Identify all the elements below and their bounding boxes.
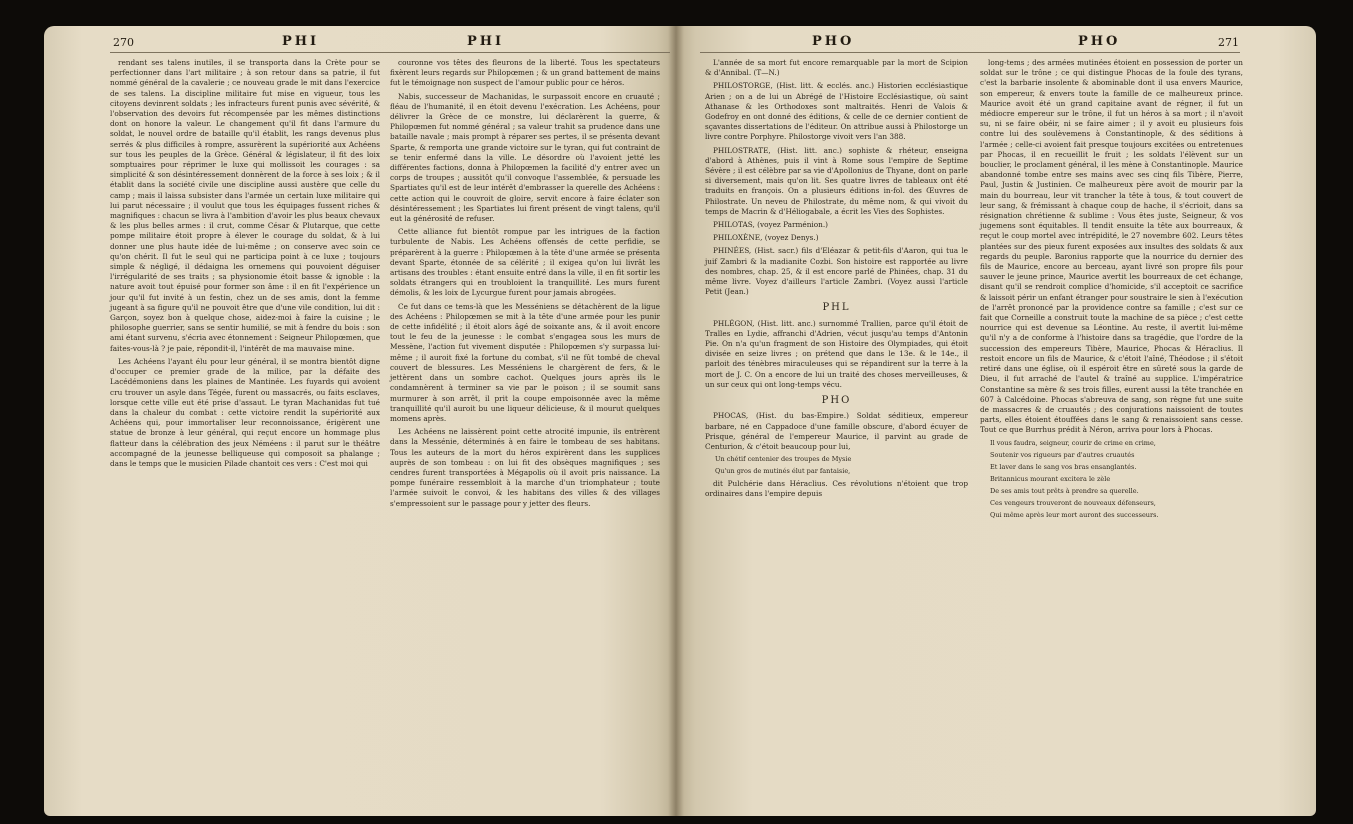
paragraph: Les Achéens ne laissèrent point cette atrocité impunie, ils entrèrent dans la Messénie, déterminés à en faire le tombeau de ses habitans. Tous les auteurs de la mort du héros expirèrent dans les supplices auprès de son tombeau : on lui fit des obsèques magnifiques ; ses cendres furent transportées à Mégapolis où il avoit pris naissance. La pompe funéraire ressembloit à la marche d'un triomphateur ; toute l'armée suivoit le convoi, & les habitans des villes & des villages s'empressoient sur le passage pour y jetter des fleurs. [390,427,660,508]
verse-line: Un chétif centenier des troupes de Mysie [715,455,852,464]
right-page-number: 271 [1218,36,1239,49]
paragraph: Les Achéens l'ayant élu pour leur général, il se montra bientôt digne d'occuper ce premier grade de la milice, par la défaite des Lacédémoniens dans les plaines de Mantinée. Les fuyards qui avoient cru trouver un asyle dans Tégée, furent ou massacrés, ou faits esclaves, lorsque cette ville eut été prise d'assaut. Le tyran Machanidas fut tué dans la chaleur du combat : cette victoire rendit la supériorité aux Achéens qui, pour immortaliser leur reconnoissance, érigèrent une statue de bronze à leur général, qui reçut encore un hommage plus flatteur dans la célébration des jeux Néméens : il parut sur le théâtre accompagné de la jeunesse belliqueuse qui composoit sa phalange ; dans le temps que le musicien Pilade chantoit ces vers : C'est moi qui [110,356,380,468]
left-column-2 [390,58,660,512]
left-header-rule [110,52,670,53]
paragraph: Cette alliance fut bientôt rompue par les intrigues de la faction turbulente de Nabis. Les Achéens offensés de cette perfidie, se préparèrent à la guerre : Philopœmen à la tête d'une armée se présenta devant Sparte, étonnée de sa célérité ; il exigea qu'on lui livrât les artisans des troubles : étant ensuite entré dans la ville, il en fit sortir les soldats étrangers qui en troubloient la tranquillité. Les murs furent démolis, & les loix de Lycurgue furent pour jamais abrogées. [390,227,660,298]
paragraph: PHILOSTRATE, (Hist. litt. anc.) sophiste & rhéteur, enseigna d'abord à Athènes, puis il vint à Rome sous l'empire de Septime Sévère ; il est célèbre par sa vie d'Apollonius de Thyane, dont on parle si diversement, mais qu'on lit. Ses quatre livres de tableaux ont été traduits en françois. On a plusieurs éditions in-fol. des Œuvres de Philostrate. Un neveu de Philostrate, du même nom, & qui vivoit du temps de Macrin & d'Héliogabale, a écrit les Vies des Sophistes. [705,145,968,216]
right-column-2 [980,58,1243,523]
section-heading: PHL [822,302,851,314]
paragraph: dit Pulchérie dans Héraclius. Ces révolutions n'étoient que trop ordinaires dans l'empire depuis [705,479,968,499]
paragraph: PHINÉES, (Hist. sacr.) fils d'Eléazar & petit-fils d'Aaron, qui tua le juif Zambri & la madianite Cozbi. Son histoire est rapportée au livre des nombres, chap. 25, & il est encore parlé de Phinées, chap. 31 du même livre. Voyez d'ailleurs l'article Zambri. (Voyez aussi l'article Petit (Jean.) [705,246,968,297]
paragraph: long-tems ; des armées mutinées étoient en possession de porter un soldat sur le trône ; ce qui distingue Phocas de la foule des tyrans, c'est la barbarie insolente & abominable dont il usa envers Maurice, son empereur, & envers toute la famille de ce malheureux prince. Maurice avoit été un grand capitaine avant de régner, il fut un médiocre empereur sur le trône, il fut un héros à sa mort ; il n'avoit su, ni se faire obéir, ni se faire aimer ; il y avoit eu plusieurs fois contre lui des soulèvemens à Constantinople, & des séditions à l'armée ; celle-ci avoient fait presque toujours excitées ou entretenues par Phocas, il en recueillit le fruit ; les soldats l'élèvent sur un bouclier, le proclament général, il les mène à Constantinople. Maurice abandonné tombe entre ses mains avec ses cinq fils Tibère, Pierre, Paul, Justin & Justinien. Ce malheureux père avoit de mourir par la main du bourreau, leur vit trancher la tête à tous, & tout couvert de leur sang, & frémissant à chaque coup de hache, il s'écrioit, dans sa résignation chrétienne & sublime : Vous êtes juste, Seigneur, & vos jugemens sont équitables. Il tendit ensuite la tête aux bourreaux, & reçut le coup mortel avec intrépidité, le 27 novembre 602. Leurs têtes plantées sur des pieux furent exposées aux insultes des soldats & aux regards du peuple. Baronius rapporte que la nourrice du dernier des fils de Maurice, encore au berceau, ayant livré son propre fils pour sauver le jeune prince, Maurice avertit les bourreaux de cet échange, disant qu'il se rendroit complice d'homicide, s'il acceptoit ce sacrifice & laissoit périr un enfant étranger pour soustraire le sien à l'exécution de l'arrêt prononcé par la providence contre sa famille ; c'est sur ce fait que Corneille a construit toute la machine de sa pièce ; c'est cette nourrice qui est devenue sa Léontine. Au reste, il avertit lui-même qu'il n'y a de conforme à l'histoire dans sa tragédie, que l'ordre de la succession des empereurs Tibère, Maurice, Phocas & Héraclius. Il restoit encore un fils de Maurice, & c'étoit l'aîné, Théodose ; il s'étoit retiré dans une église, où il espéroit être en sûreté sous la garde de Dieu, il fut arraché de l'autel & traîné au supplice. L'impératrice Constantine sa mère & ses trois filles, eurent aussi la tête tranchée en 607 à Calcédoine. Phocas s'abreuva de sang, son règne fut une suite de massacres & de cruautés ; des conjurations naissoient de toutes parts, elles étoient étouffées dans le sang & renaissoient sans cesse. Tout ce que Burrhus prédit à Néron, arriva pour lors à Phocas. [980,58,1243,435]
right-column-1 [705,58,968,503]
paragraph: rendant ses talens inutiles, il se transporta dans la Crète pour se perfectionner dans l'art militaire ; à son retour dans sa patrie, il fut nommé général de la cavalerie ; ce nouveau grade le mit dans l'exercice de ses talens. La discipline militaire fut mise en vigueur, tous les citoyens devinrent soldats ; les infracteurs furent punis avec sévérité, & l'observation des devoirs fut récompensée par les mêmes distinctions dont on honore la valeur. Le changement qu'il fit dans l'armure du soldat, le nouvel ordre de bataille qu'il établit, les rangs devenus plus serrés & plus difficiles à rompre, assurèrent la supériorité aux Achéens sur tous les peuples de la Grèce. Général & législateur, il fit des loix somptuaires pour réprimer le luxe qui mollissoit les courages : sa simplicité & son désintéressement donnèrent de la force à ses loix ; & il établit dans la société civile une discipline aussi austère que celle du camp ; mais il laissa subsister dans l'armée un certain luxe militaire qui lui parut nécessaire ; il voulut que tous les équipages fussent riches & magnifiques : chacun se livra à l'ambition d'avoir les plus beaux chevaux & les plus belles armes : il crut, comme César & Plutarque, que cette pompe militaire étoit propre à élever le courage du soldat, & à lui donner une plus haute idée de lui-même ; on conserve avec soin ce qu'on chérit. Il fut le seul qui ne participa point à ce luxe ; toujours simple & négligé, il dédaigna les ornemens qui pouvoient déguiser l'irrégularité de ses traits ; sa physionomie étoit basse & ignoble : la nature avoit tout épuisé pour former son âme : il en fit l'expérience un jour qu'il fut invité à un festin, chez un de ses amis, dont la femme jugeant à sa figure qu'il ne pouvoit être que d'une vile condition, lui dit : Garçon, soyez bon à quelque chose, aidez-moi à faire la cuisine ; le philosophe guerrier, sans se sentir humilié, se mit à fendre du bois : son ami étant survenu, s'écria avec étonnement : Seigneur Philopœmen, que faites-vous-là ? je paie, répondit-il, l'intérêt de ma mauvaise mine. [110,58,380,353]
verse-line: Soutenir vos rigueurs par d'autres cruautés [990,450,1135,459]
verse-line: Et laver dans le sang vos bras ensanglantés. [990,462,1137,471]
verse-line: Qui même après leur mort auront des successeurs. [990,510,1159,519]
right-header-rule [700,52,1240,53]
paragraph: PHOCAS, (Hist. du bas-Empire.) Soldat séditieux, empereur barbare, né en Cappadoce d'une famille obscure, d'abord écuyer de Prisque, général de l'empereur Maurice, il parvint au grade de Centurion, & c'étoit beaucoup pour lui, [705,411,968,451]
section-heading: PHO [821,395,852,407]
paragraph: L'année de sa mort fut encore remarquable par la mort de Scipion & d'Annibal. (T—N.) [705,58,968,78]
left-running-head-2: PHI [467,34,505,49]
verse-line: Qu'un gros de mutinés élut par fantaisie, [715,467,851,476]
right-running-head-2: PHO [1078,34,1121,49]
paragraph: couronne vos têtes des fleurons de la liberté. Tous les spectateurs fixèrent leurs regards sur Philopœmen ; & un grand battement de mains fut le témoignage non suspect de l'amour public pour ce héros. [390,58,660,88]
verse-line: Britannicus mourant excitera le zèle [990,474,1111,483]
paragraph: PHILOSTORGE, (Hist. litt. & ecclés. anc.) Historien ecclésiastique Arien ; on a de lui un Abrégé de l'Histoire Ecclésiastique, où saint Athanase & les Orthodoxes sont maltraités. Henri de Valois & Godefroy en ont donné des éditions, & celle de ce dernier contient de sçavantes dissertations de l'éditeur. On attribue aussi à Philostorge un livre contre Porphyre. Philostorge vivoit vers l'an 388. [705,81,968,142]
paragraph: Nabis, successeur de Machanidas, le surpassoit encore en cruauté ; fléau de l'humanité, il en étoit devenu l'exécration. Les Achéens, pour délivrer la Grèce de ce monstre, lui déclarèrent la guerre, & Philopœmen fut nommé général ; sa valeur trahit sa prudence dans une bataille navale ; mais prompt à réparer ses pertes, il se présenta devant Sparte, & remporta une grande victoire sur le tyran, qui fut contraint de se tenir enfermé dans la ville. Le désordre où l'avoient jetté les différentes factions, donna à Philopœmen la facilité d'y entrer avec un corps de troupes ; aussitôt qu'il convoque l'assemblée, & persuade les Spartiates qu'il est de leur intérêt d'embrasser la querelle des Achéens : cette action qui le couvroit de gloire, servit encore à faire éclater son désintéressement ; les Spartiates lui firent présent de vingt talens, qu'il eut la générosité de refuser. [390,91,660,224]
verse-line: De ses amis tout prêts à prendre sa querelle. [990,486,1139,495]
left-column-1 [110,58,380,472]
book-gutter [668,26,684,816]
paragraph: PHILOXÈNE, (voyez Denys.) [713,233,819,243]
verse-line: Ces vengeurs trouveront de nouveaux défenseurs, [990,498,1156,507]
verse-line: Il vous faudra, seigneur, courir de crime en crime, [990,438,1156,447]
paragraph: Ce fut dans ce tems-là que les Messéniens se détachèrent de la ligue des Achéens : Philopœmen se mit à la tête d'une armée pour les punir de cette infidélité ; il étoit alors âgé de soixante ans, & il avoit encore tout le feu de la jeunesse : le combat s'engagea sous les murs de Messène, l'action fut vivement disputée : Philopœmen s'y surpassa lui-même ; il auroit fixé la fortune du combat, s'il ne fût tombé de cheval couvert de blessures. Les Messéniens le chargèrent de fers, & le jettèrent dans un sombre cachot. Quelques jours après ils le condamnèrent à terminer sa vie par le poison ; il se soumit sans murmurer à son arrêt, il prit la coupe empoisonnée avec la même tranquillité qu'il auroit bu une liqueur délicieuse, & il mourut quelques momens après. [390,301,660,423]
paragraph: PHILOTAS, (voyez Parménion.) [713,220,829,230]
left-running-head-1: PHI [282,34,320,49]
paragraph: PHLÉGON, (Hist. litt. anc.) surnommé Trallien, parce qu'il étoit de Tralles en Lydie, affranchi d'Adrien, vécut jusqu'au temps d'Antonin Pie. On n'a qu'un fragment de son Histoire des Olympiades, qui étoit divisée en seize livres ; on prétend que dans le 13e. & le 14e., il parloit des ténèbres miraculeuses qui se répandirent sur la terre à la mort de J. C. On a encore de lui un traité des choses merveilleuses, & un sur ceux qui ont long-temps vécu. [705,318,968,389]
left-page-number: 270 [113,36,134,49]
right-running-head-1: PHO [812,34,855,49]
